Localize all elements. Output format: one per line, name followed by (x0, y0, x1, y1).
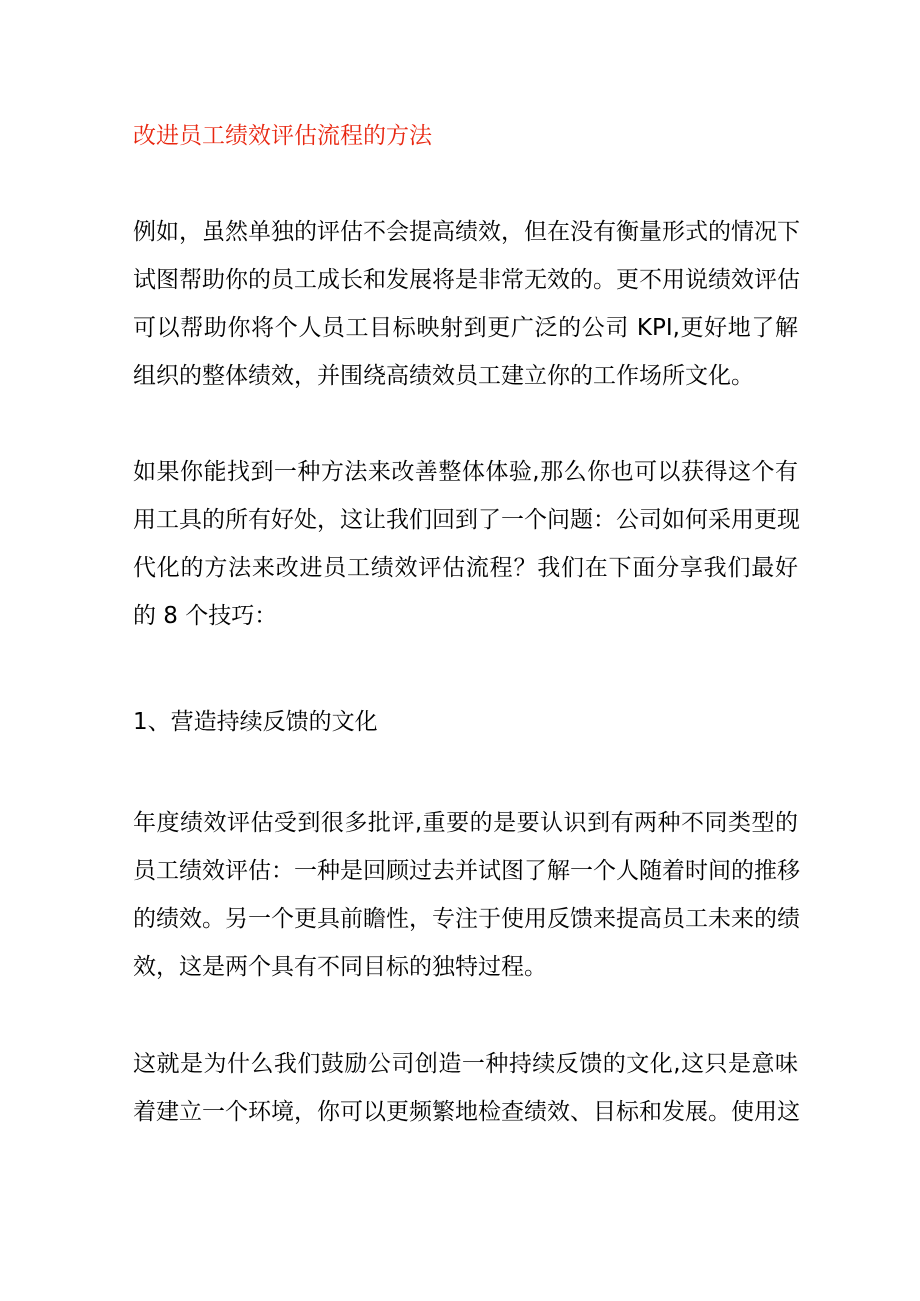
paragraph-2 (133, 448, 798, 640)
paragraph-line: 的 8 个技巧： (133, 603, 278, 629)
paragraph-line: 着建立一个环境，你可以更频繁地检查绩效、目标和发展。使用这 (133, 1099, 800, 1125)
paragraph-line: 组织的整体绩效，并围绕高绩效员工建立你的工作场所文化。 (133, 363, 754, 389)
paragraph-line: 用工具的所有好处，这让我们回到了一个问题：公司如何采用更现 (133, 507, 800, 533)
paragraph-line: 试图帮助你的员工成长和发展将是非常无效的。更不用说绩效评估 (133, 267, 800, 293)
paragraph-line: 如果你能找到一种方法来改善整体体验,那么你也可以获得这个有 (133, 459, 798, 485)
paragraph-line: 的绩效。另一个更具前瞻性，专注于使用反馈来提高员工未来的绩 (133, 906, 800, 932)
paragraph-3 (133, 799, 798, 991)
document-title: 改进员工绩效评估流程的方法 (133, 123, 432, 149)
paragraph-4 (133, 1040, 798, 1136)
paragraph-line: 可以帮助你将个人员工目标映射到更广泛的公司 KPI,更好地了解 (133, 315, 798, 341)
paragraph-line: 这就是为什么我们鼓励公司创造一种持续反馈的文化,这只是意味 (133, 1051, 798, 1077)
section-heading: 1、营造持续反馈的文化 (133, 709, 378, 735)
paragraph-1 (133, 208, 798, 400)
paragraph-line: 员工绩效评估：一种是回顾过去并试图了解一个人随着时间的推移 (133, 858, 800, 884)
paragraph-line: 例如，虽然单独的评估不会提高绩效，但在没有衡量形式的情况下 (133, 219, 800, 245)
paragraph-line: 效，这是两个具有不同目标的独特过程。 (133, 954, 547, 980)
paragraph-line: 代化的方法来改进员工绩效评估流程？我们在下面分享我们最好 (133, 555, 798, 581)
paragraph-line: 年度绩效评估受到很多批评,重要的是要认识到有两种不同类型的 (133, 810, 798, 836)
